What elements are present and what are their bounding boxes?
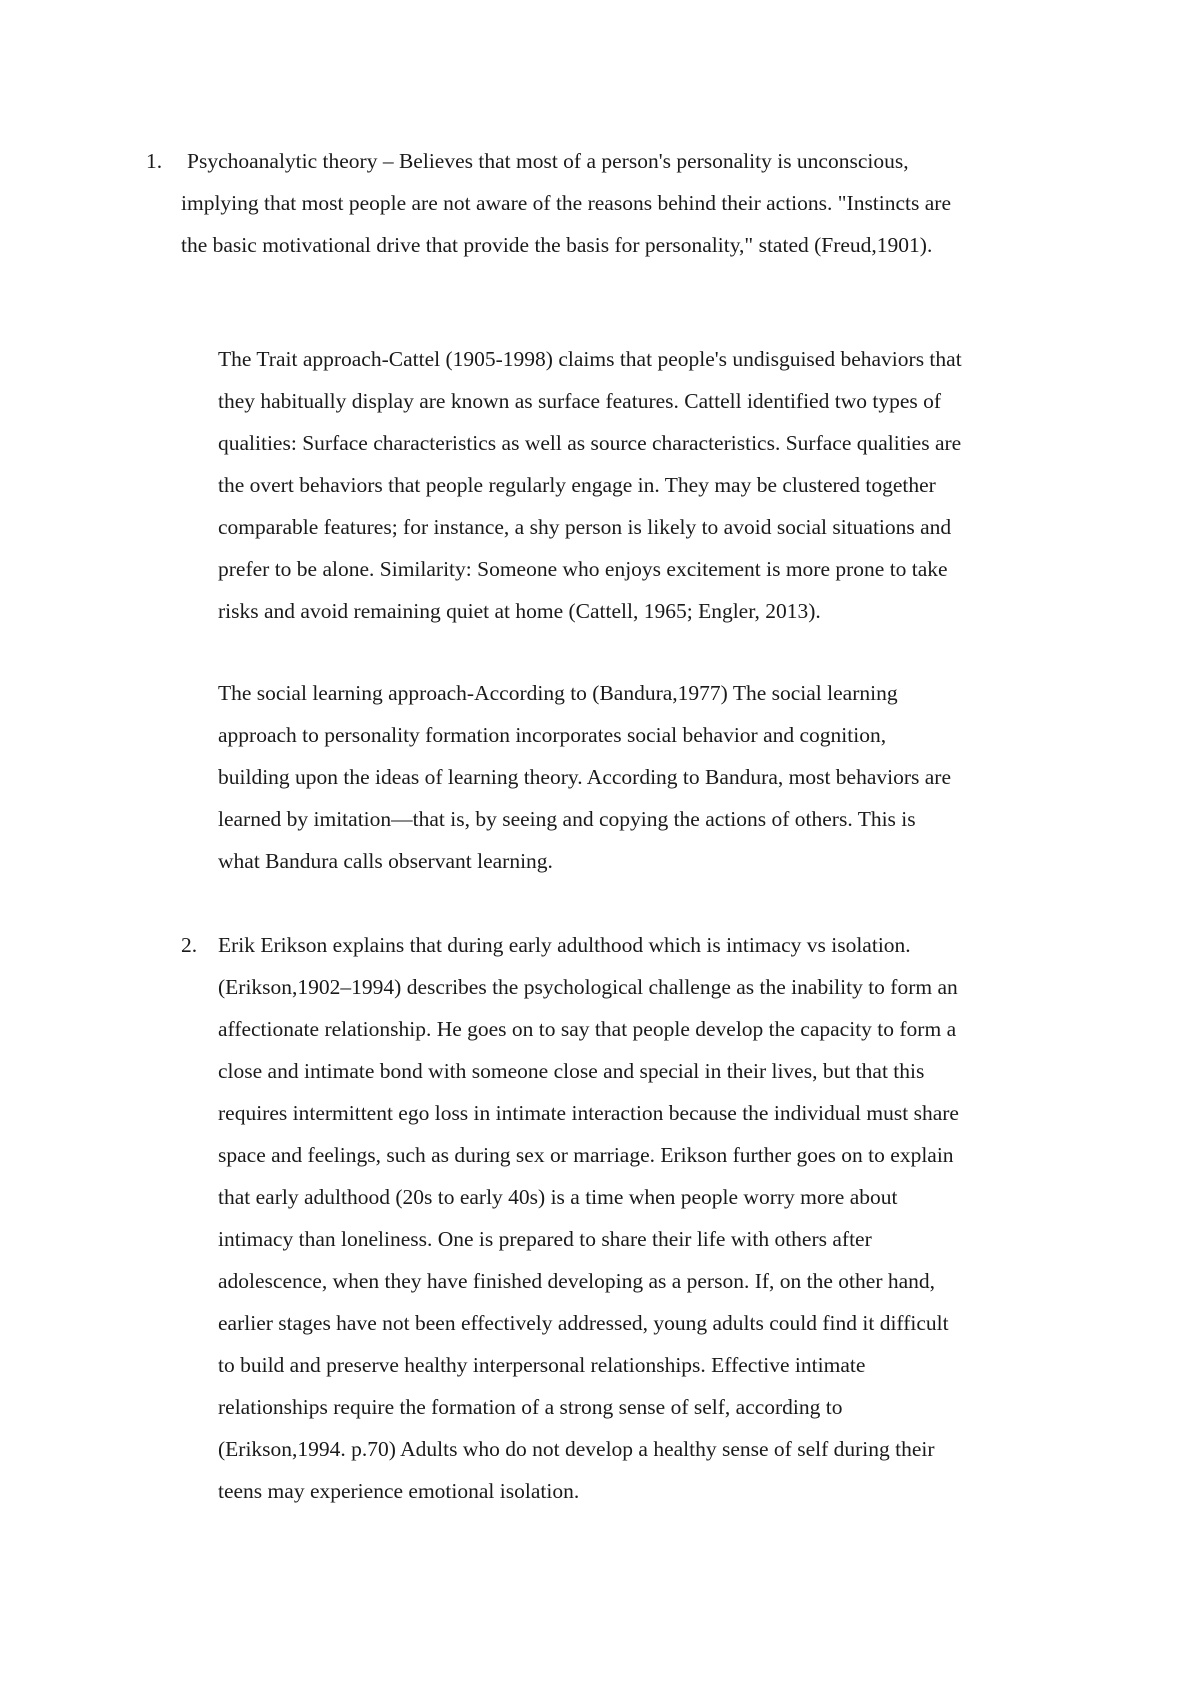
paragraph-line: prefer to be alone. Similarity: Someone who enjoys excitement is more prone to take bbox=[218, 557, 948, 581]
paragraph-line: space and feelings, such as during sex or marriage. Erikson further goes on to explain bbox=[218, 1143, 954, 1167]
paragraph-line: The Trait approach-Cattel (1905-1998) claims that people's undisguised behaviors that bbox=[218, 347, 962, 371]
paragraph-line: teens may experience emotional isolation. bbox=[218, 1479, 580, 1503]
paragraph-line: close and intimate bond with someone close and special in their lives, but that this bbox=[218, 1059, 925, 1083]
paragraph-line: to build and preserve healthy interpersonal relationships. Effective intimate bbox=[218, 1353, 866, 1377]
paragraph-line: the basic motivational drive that provide the basis for personality," stated (Freud,1901). bbox=[181, 233, 933, 257]
paragraph-line: qualities: Surface characteristics as well as source characteristics. Surface qualities are bbox=[218, 431, 962, 455]
paragraph-line: learned by imitation—that is, by seeing and copying the actions of others. This is bbox=[218, 807, 916, 831]
paragraph-line: intimacy than loneliness. One is prepared to share their life with others after bbox=[218, 1227, 872, 1251]
paragraph-line: approach to personality formation incorporates social behavior and cognition, bbox=[218, 723, 887, 747]
paragraph-line: comparable features; for instance, a shy person is likely to avoid social situations and bbox=[218, 515, 952, 539]
paragraph-line: requires intermittent ego loss in intimate interaction because the individual must share bbox=[218, 1101, 959, 1125]
list-number: 2. bbox=[181, 933, 198, 957]
paragraph-line: Erik Erikson explains that during early adulthood which is intimacy vs isolation. bbox=[218, 933, 911, 957]
paragraph-line: (Erikson,1902–1994) describes the psychological challenge as the inability to form an bbox=[218, 975, 958, 999]
paragraph-line: building upon the ideas of learning theory. According to Bandura, most behaviors are bbox=[218, 765, 952, 789]
paragraph-line: the overt behaviors that people regularly engage in. They may be clustered together bbox=[218, 473, 936, 497]
paragraph-line: they habitually display are known as surface features. Cattell identified two types of bbox=[218, 389, 942, 413]
paragraph-line: relationships require the formation of a strong sense of self, according to bbox=[218, 1395, 843, 1419]
paragraph-line: adolescence, when they have finished developing as a person. If, on the other hand, bbox=[218, 1269, 936, 1293]
paragraph-line: Psychoanalytic theory – Believes that most of a person's personality is unconscious, bbox=[187, 149, 909, 173]
paragraph-line: risks and avoid remaining quiet at home (Cattell, 1965; Engler, 2013). bbox=[218, 599, 821, 623]
paragraph-line: what Bandura calls observant learning. bbox=[218, 849, 553, 873]
paragraph-line: affectionate relationship. He goes on to say that people develop the capacity to form a bbox=[218, 1017, 957, 1041]
paragraph-line: that early adulthood (20s to early 40s) is a time when people worry more about bbox=[218, 1185, 898, 1209]
list-number: 1. bbox=[146, 149, 163, 173]
paragraph-line: implying that most people are not aware of the reasons behind their actions. "Instincts are bbox=[181, 191, 952, 215]
paragraph-line: The social learning approach-According to (Bandura,1977) The social learning bbox=[218, 681, 898, 705]
paragraph-line: (Erikson,1994. p.70) Adults who do not develop a healthy sense of self during their bbox=[218, 1437, 935, 1461]
paragraph-line: earlier stages have not been effectively addressed, young adults could find it difficult bbox=[218, 1311, 949, 1335]
